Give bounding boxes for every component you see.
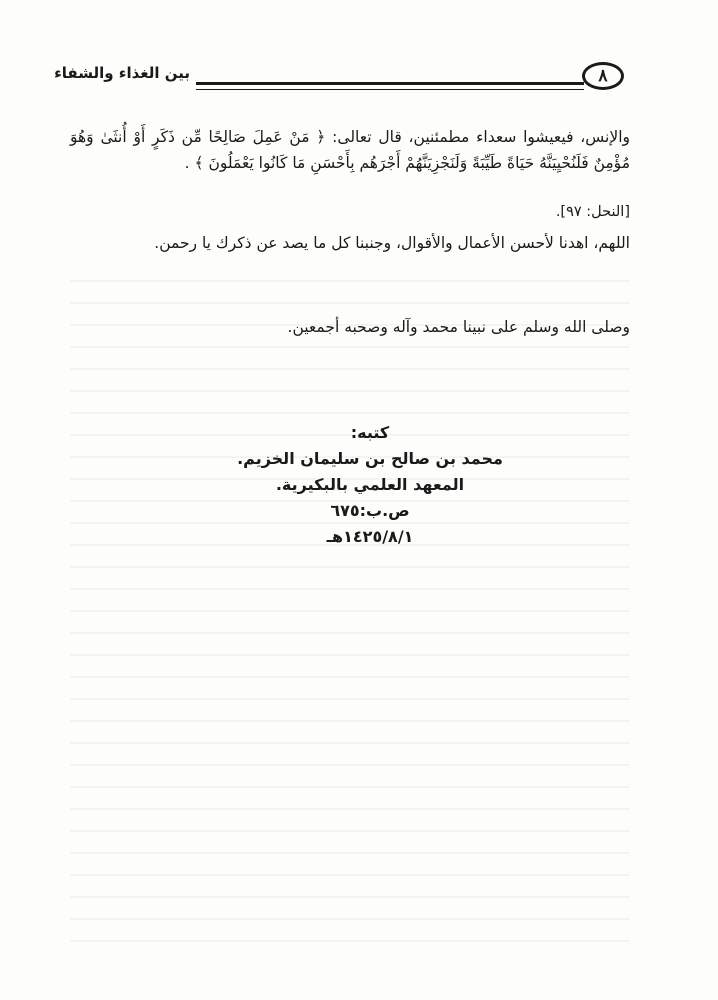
header-rule-thick: [196, 82, 584, 85]
header-rule-thin: [196, 89, 584, 90]
paragraph-verse: والإنس، فيعيشوا سعداء مطمئنين، قال تعالى: ﴿ مَنْ عَمِلَ صَالِحًا مِّن ذَكَرٍ أَوْ أُنثَىٰ وَهُوَ مُؤْمِنٌ فَلَنُحْيِيَنَّهُ حَيَاةً طَيِّبَةً وَلَنَجْزِيَنَّهُمْ أَجْرَهُم بِأَحْسَنِ مَا كَانُوا يَعْمَلُونَ ﴾ .: [70, 128, 630, 172]
page-number: ٨: [582, 62, 624, 90]
bleed-through-texture: [70, 260, 630, 960]
paragraph-supplication: اللهم، اهدنا لأحسن الأعمال والأقوال، وجنبنا كل ما يصد عن ذكرك يا رحمن.: [154, 234, 630, 252]
paragraph-closing: وصلى الله وسلم على نبينا محمد وآله وصحبه أجمعين.: [287, 318, 630, 336]
signature-institution: المعهد العلمي بالبكيرية.: [275, 475, 465, 494]
signature-label: كتبه:: [350, 423, 390, 442]
verse-reference: [النحل: ٩٧].: [555, 204, 630, 220]
running-header-title: بين الغذاء والشفاء: [54, 64, 190, 82]
signature-block: [150, 420, 590, 550]
signature-date: ١٤٢٥/٨/١هـ: [326, 527, 414, 546]
signature-po-box: ص.ب:٦٧٥: [330, 501, 410, 520]
signature-author: محمد بن صالح بن سليمان الخزيم.: [237, 449, 503, 468]
